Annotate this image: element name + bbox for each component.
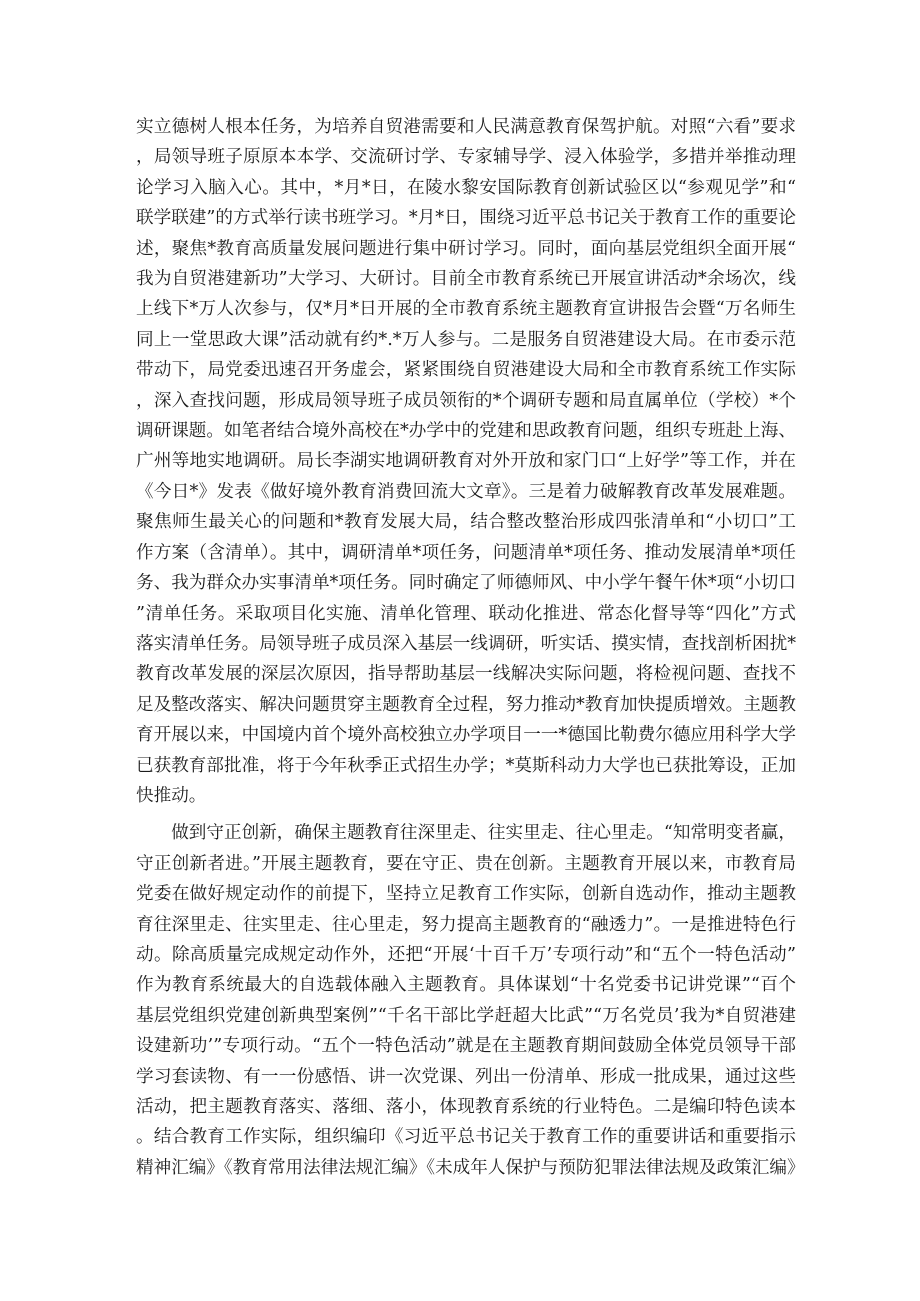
paragraph-2: 做到守正创新，确保主题教育往深里走、往实里走、往心里走。“知常明变者赢，守正创新者进。”开展主题教育，要在守正、贵在创新。主题教育开展以来，市教育局党委在做好规定动作的前提下，坚持立足教育工作实际，创新自选动作，推动主题教育往深里走、往实里走、往心里走，努力提高主题教育的“融透力”。一是推进特色行动。除高质量完成规定动作外，还把“开展‘十百千万’专项行动”和“五个一特色活动”作为教育系统最大的自选载体融入主题教育。具体谋划“十名党委书记讲党课”“百个基层党组织党建创新典型案例”“千名干部比学赶超大比武”“万名党员’我为*自贸港建设建新功’”专项行动。“五个一特色活动”就是在主题教育期间鼓励全体党员领导干部学习套读物、有一一份感悟、讲一次党课、列出一份清单、形成一批成果，通过这些活动，把主题教育落实、落细、落小，体现教育系统的行业特色。二是编印特色读本。结合教育工作实际，组织编印《习近平总书记关于教育工作的重要讲话和重要指示精神汇编》《教育常用法律法规汇编》《未成年人保护与预防犯罪法律法规及政策汇编》 — [136, 823, 805, 1178]
document-body — [136, 112, 805, 1183]
paragraph-1: 实立德树人根本任务，为培养自贸港需要和人民满意教育保驾护航。对照“六看”要求，局领导班子原原本本学、交流研讨学、专家辅导学、浸入体验学，多措并举推动理论学习入脑入心。其中，*月*日，在陵水黎安国际教育创新试验区以“参观见学”和“联学联建”的方式举行读书班学习。*月*日，围绕习近平总书记关于教育工作的重要论述，聚焦*教育高质量发展问题进行集中研讨学习。同时，面向基层党组织全面开展“我为自贸港建新功”大学习、大研讨。目前全市教育系统已开展宣讲活动*余场次，线上线下*万人次参与，仅*月*日开展的全市教育系统主题教育宣讲报告会暨“万名师生同上一堂思政大课”活动就有约*.*万人参与。二是服务自贸港建设大局。在市委示范带动下，局党委迅速召开务虚会，紧紧围绕自贸港建设大局和全市教育系统工作实际，深入查找问题，形成局领导班子成员领衔的*个调研专题和局直属单位（学校）*个调研课题。如笔者结合境外高校在*办学中的党建和思政教育问题，组织专班赴上海、广州等地实地调研。局长李湖实地调研教育对外开放和家门口“上好学”等工作，并在《今日*》发表《做好境外教育消费回流大文章》。三是着力破解教育改革发展难题。聚焦师生最关心的问题和*教育发展大局，结合整改整治形成四张清单和“小切口”工作方案（含清单）。其中，调研清单*项任务，问题清单*项任务、推动发展清单*项任务、我为群众办实事清单*项任务。同时确定了师德师风、中小学午餐午休*项“小切口”清单任务。采取项目化实施、清单化管理、联动化推进、常态化督导等“四化”方式落实清单任务。局领导班子成员深入基层一线调研，听实话、摸实情，查找剖析困扰*教育改革发展的深层次原因，指导帮助基层一线解决实际问题，将检视问题、查找不足及整改落实、解决问题贯穿主题教育全过程，努力推动*教育加快提质增效。主题教育开展以来，中国境内首个境外高校独立办学项目一一*德国比勒费尔德应用科学大学已获教育部批准，将于今年秋季正式招生办学；*莫斯科动力大学也已获批筹设，正加快推动。 — [136, 117, 796, 806]
